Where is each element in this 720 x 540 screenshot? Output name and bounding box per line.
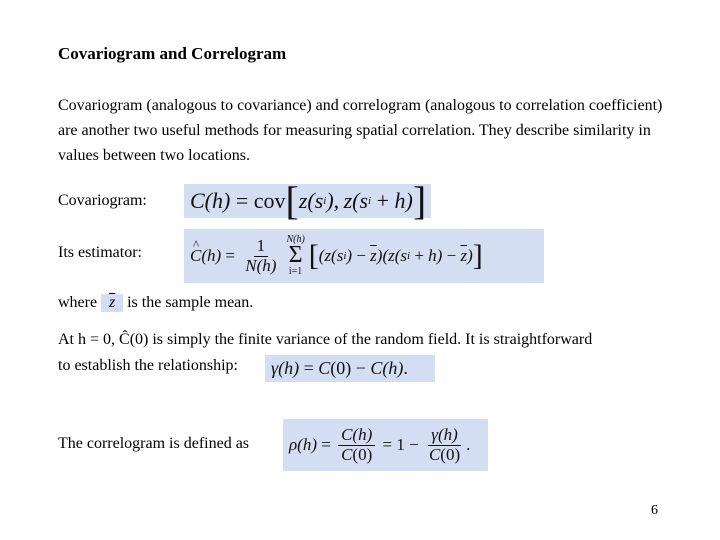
correlogram-equation: ρ(h) = $\frac{C(h)}{C(0)}$ = 1 − $\frac{\gamma(h)}{C(0)}$ . — [283, 419, 488, 471]
z-bar-symbol: $\overline{z}$ — [101, 294, 123, 312]
slide-title: Covariogram and Correlogram — [58, 44, 287, 63]
covariogram-equation: C(h) = cov [ z(s i ), z(s i + h) ] — [184, 184, 431, 218]
covariogram-label: Covariogram: — [58, 192, 147, 209]
estimator-label: Its estimator: — [58, 244, 142, 261]
where-text-before: where — [58, 294, 98, 311]
estimator-equation: ^ C (h) = $\frac{1}{N(h)}$ N(h) Σ i=1 [ (z(s i ) − $\overline{z}$ )(z(s i + h) − $\overline{z}$ ) ] — [184, 229, 544, 283]
variance-paragraph-line1: At h = 0, Ĉ(0) is simply the finite variance of the random field. It is straightforward — [58, 331, 593, 348]
correlogram-label: The correlogram is defined as — [58, 435, 250, 452]
page-number: 6 — [651, 503, 658, 518]
variance-paragraph-line2: to establish the relationship: — [58, 357, 238, 374]
relationship-equation: γ(h) = C (0) − C(h) . — [265, 355, 435, 382]
intro-paragraph: Covariogram (analogous to covariance) and correlogram (analogous to correlation coefficient) are another two useful methods for measuring spatial correlation. They describe similarity in values between two locations. — [58, 97, 663, 164]
where-text-after: is the sample mean. — [127, 294, 254, 311]
where-line — [58, 294, 253, 312]
